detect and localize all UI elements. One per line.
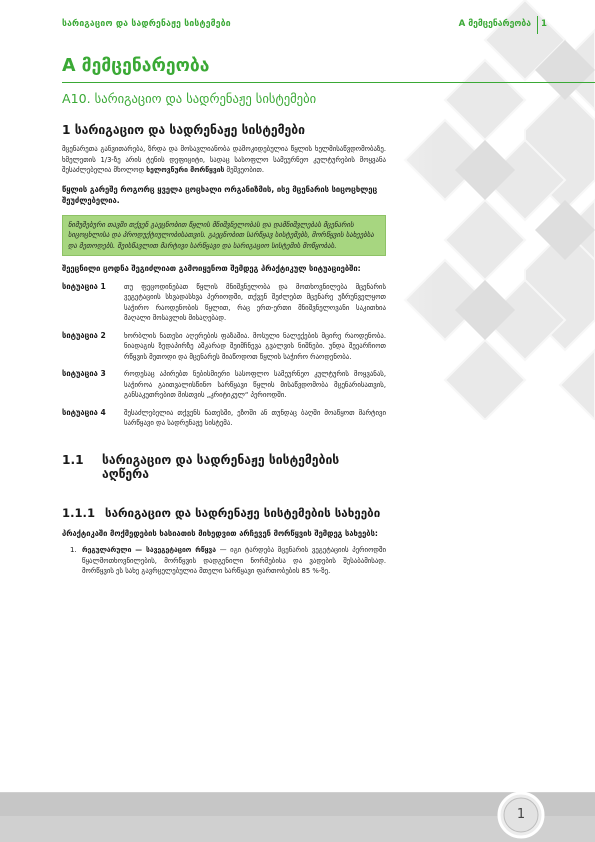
list-item: [62, 545, 386, 577]
list-text: [82, 545, 386, 577]
situation-item: [62, 369, 386, 401]
callout-box: ნიმუშებური თავში თქვენ გაეცნობით წყლის მნიშვნელობას და დამნიშვლებას მცენარის სიცოცხლისა და პროდუქტიულობისათვის. გაეცნობით სარწყავ სისტემებს, მორწყვის სახეებსა და მეთოდებს. შეისწავლით მარტივი სარწყავი და სარიგაციო სისტემის მოწყობას.: [62, 215, 386, 257]
intro-bold-term: ხელოვნური მორწყვის: [146, 166, 225, 175]
situation-item: [62, 282, 386, 324]
situations-intro: შეეცნილი ცოდნა შეგიძლიათ გამოიყენოთ შემდეგ პრაქტიკულ სიტუაციებში:: [62, 264, 361, 274]
list-term: რეგულარული — სავეგეტაციო რწყვა: [82, 546, 217, 555]
section-number: 1.1.1: [62, 505, 96, 520]
situation-label: სიტუაცია 1: [62, 281, 106, 291]
bold-statement: წყლის გარეშე როგორც ყველა ცოცხალი ორგანიზმის, ისე მცენარის სიცოცხლეც შეუძლებელია.: [62, 184, 378, 205]
intro-text-end: მეშვეობით.: [224, 166, 264, 175]
section-title: სარიგაციო და სადრენაჟე სისტემების აღწერა: [102, 452, 340, 481]
running-header-left: სარიგაციო და სადრენაჟე სისტემები: [62, 19, 231, 29]
situation-text: შესაძლებელია თქვენს ნათესში, ეზოში ან თუნდაც ბაღში მოაწყოთ მარტივი სარწყავი და სადრენაჟე სისტემა.: [124, 408, 386, 428]
intro-text: მცენარეთა განვითარება, ზრდა და მოსავლიანობა დამოკიდებულია წყლის ხელმისაწვდომობაზე. ხმელეთის 1/3-ზე არის ტენის დეფიციტი, სადაც სასოფლო სამეურნეო კულტურების მოყვანა შესაძლებელია მხოლოდ: [62, 145, 386, 175]
chapter-title-rule: [62, 82, 595, 83]
section-title: სარიგაციო და სადრენაჟე სისტემების სახეები: [105, 505, 381, 520]
situation-text: ხორბლის ნათესი აღერების ფაზაშია. მოსული ნალექების მცირე რაოდენობა. ნიადაგის ზედაპირზე აშკარად შეიმჩნევა გვალვის ნიშნები. უნდა შეეარჩიოთ რწყვის მეთოდი და მცენარეს მიაწოდოთ წყლის საჭირო რაოდენობა.: [124, 331, 386, 361]
situation-item: [62, 408, 386, 429]
situation-text: როდესაც აპირებთ ნებისმიერი სასოფლო სამეურნეო კულტურის მოყვანას, საჭიროა გაითვალისწინო სარწყავი წყლის მისაწვდომობა მცენარისათვის, განსაკუთრებით მისთვის „კრიტიკულ“ პერიოდში.: [124, 370, 386, 400]
footer-page-number: 1: [516, 807, 526, 822]
section-1-heading: 1 სარიგაციო და სადრენაჟე სისტემები: [62, 123, 306, 138]
types-intro: პრაქტიკაში მოქმედების ხასიათის მიხედვით არჩევენ მორწყვის შემდეგ სახეებს:: [62, 528, 378, 538]
situation-label: სიტუაცია 4: [62, 407, 106, 417]
section-1-intro: [62, 144, 386, 176]
situation-label: სიტუაცია 3: [62, 369, 106, 379]
running-header: [62, 19, 547, 33]
list-number: 1.: [70, 546, 77, 555]
situation-item: [62, 331, 386, 363]
header-separator: [537, 16, 538, 34]
list-description: — იგი ტარდება მცენარის ვეგეტაციის პერიოდში წყალმოთხოვნილების, მორწყვის დადგენილი ნორმებისა და ვადების შესაბამისად. მორწყვის ეს სახე გავრცელებულია მთელი სარწყავი ფართობების 85 %-ზე.: [82, 546, 387, 576]
section-1-1-1-heading: [62, 507, 386, 520]
situation-text: თუ ფეცოდინებათ წყლის მნიშვნელობა და მოთხოვნილება მცენარის ვეგეტაციის სხვადასხვა პერიოდში, თქვენ შეძლებთ მცენარე უზრუნველყოთ საჭირო რაოდენობის წყლით, რაც ერთ-ერთი მნიშვნელოვანი საკითხია მაღალი მოსავლის მისაღებად.: [124, 282, 386, 323]
header-page-number: 1: [541, 19, 547, 29]
section-number: 1.1: [62, 452, 84, 467]
running-header-right: A მემცენარეობა: [458, 19, 531, 29]
document-body: [62, 56, 386, 577]
situation-label: სიტუაცია 2: [62, 330, 106, 340]
chapter-subtitle: A10. სარიგაციო და სადრენაჟე სისტემები: [62, 91, 317, 107]
chapter-title: A მემცენარეობა: [62, 56, 210, 76]
section-1-1-heading: [62, 453, 386, 481]
